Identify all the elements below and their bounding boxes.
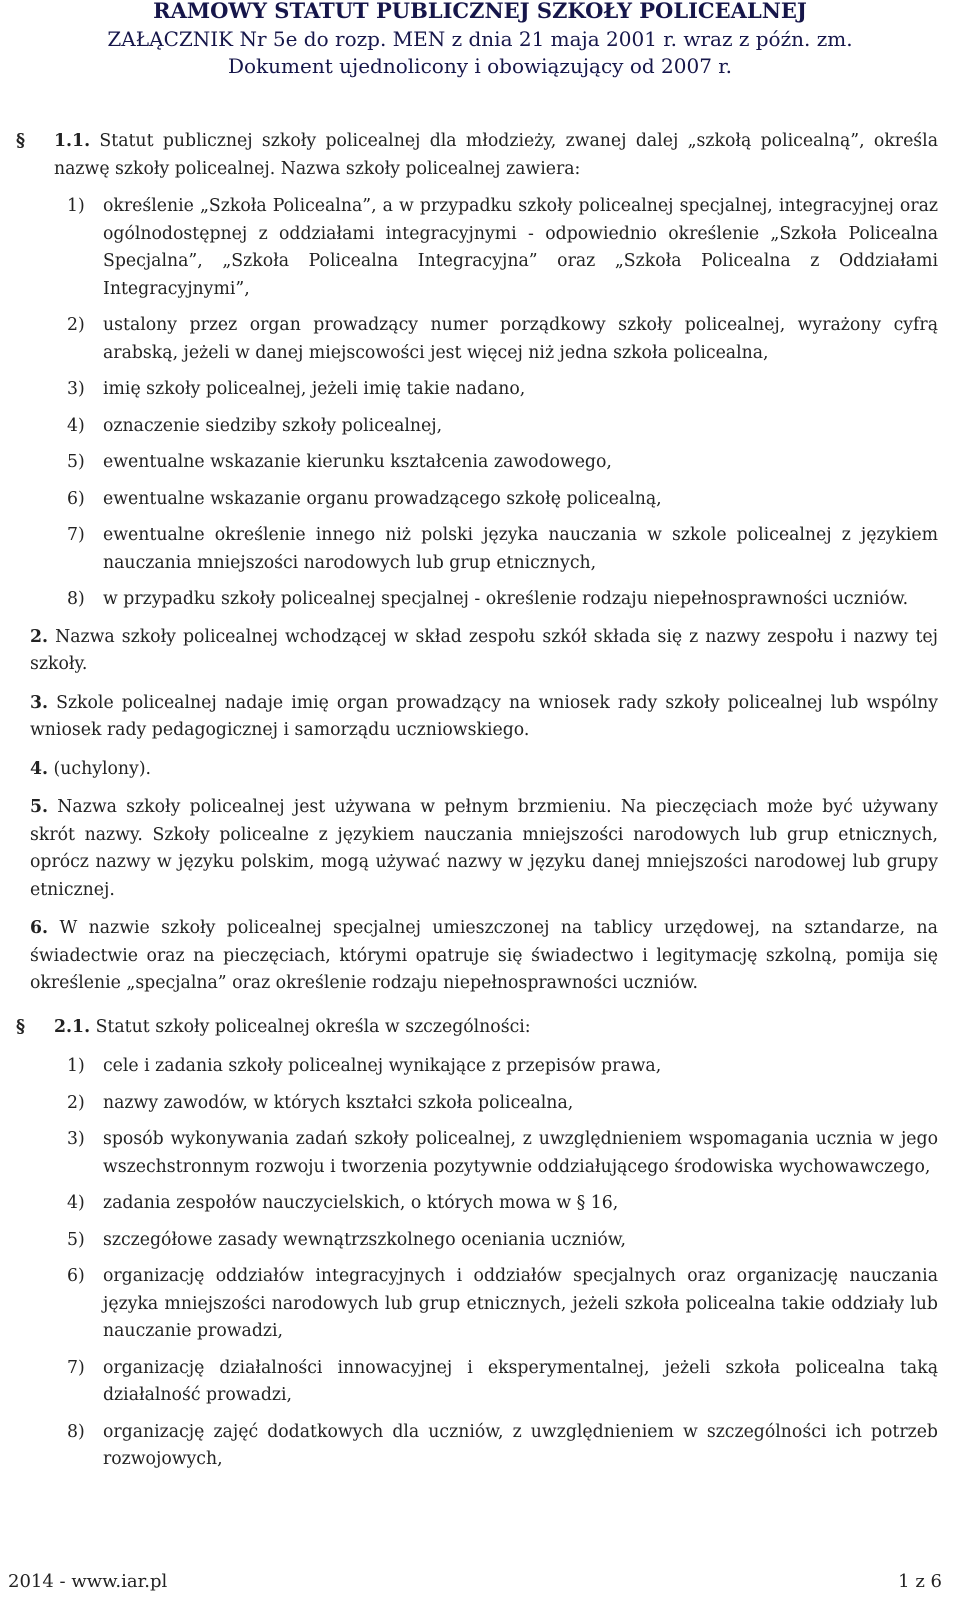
paragraph-text: Szkole policealnej nadaje imię organ prowadzący na wniosek rady szkoły policealnej lub wspólny wniosek rady pedagogicznej i samorządu uczniowskiego.: [30, 692, 938, 740]
paragraph-4: [30, 756, 938, 784]
paragraph-2-1: [16, 1014, 938, 1042]
list-item: 7) ewentualne określenie innego niż polski języka nauczania w szkole policealnej z językiem nauczania mniejszości narodowych lub grup etnicznych,: [67, 525, 938, 573]
document-title: RAMOWY STATUT PUBLICZNEJ SZKOŁY POLICEALNEJ: [153, 0, 807, 23]
document-attachment-line: ZAŁĄCZNIK Nr 5e do rozp. MEN z dnia 21 maja 2001 r. wraz z późn. zm.: [107, 27, 853, 51]
list-item: 3) imię szkoły policealnej, jeżeli imię takie nadano,: [67, 379, 526, 399]
document-body: [16, 128, 938, 1474]
paragraph-number: 5.: [30, 797, 49, 817]
list-item: 1) cele i zadania szkoły policealnej wynikające z przepisów prawa,: [67, 1056, 662, 1076]
list-item: 5) szczegółowe zasady wewnątrzszkolnego oceniania uczniów,: [67, 1229, 627, 1250]
paragraph-6: [30, 915, 938, 998]
paragraph-text: Nazwa szkoły policealnej wchodzącej w skład zespołu szkół składa się z nazwy zespołu i nazwy tej szkoły.: [30, 626, 938, 674]
paragraph-number: 6.: [30, 918, 49, 938]
paragraph-number: 2.: [30, 626, 49, 647]
paragraph-number: 4.: [30, 758, 49, 779]
section-mark: §: [16, 1016, 26, 1037]
s2-list: [30, 1053, 938, 1474]
s1-list: [30, 193, 938, 614]
section-mark: §: [16, 131, 26, 151]
paragraph-5: [30, 794, 938, 904]
paragraph-number: 1.1.: [54, 131, 91, 151]
list-item: 8) organizację zajęć dodatkowych dla uczniów, z uwzględnieniem w szczególności ich potrzeb rozwojowych,: [67, 1421, 938, 1469]
list-item: 4) oznaczenie siedziby szkoły policealnej,: [67, 415, 443, 436]
paragraph-number: 3.: [30, 692, 49, 713]
page-number: 1 z 6: [898, 1571, 942, 1592]
list-item: 8) w przypadku szkoły policealnej specjalnej - określenie rodzaju niepełnosprawności uczniów.: [67, 589, 909, 609]
paragraph-text: Nazwa szkoły policealnej jest używana w pełnym brzmieniu. Na pieczęciach może być używany skrót nazwy. Szkoły policealne z językiem nauczania mniejszości narodowych lub grup etnicznych, oprócz nazwy w języku polskim, mogą używać nazwy w języku danej mniejszości narodowej lub grupy etnicznej.: [30, 797, 938, 900]
list-item: 2) nazwy zawodów, w których kształci szkoła policealna,: [67, 1092, 574, 1113]
paragraph-number: 2.1.: [54, 1016, 91, 1037]
paragraph-text: Statut publicznej szkoły policealnej dla młodzieży, zwanej dalej „szkołą policealną”, określa nazwę szkoły policealnej. Nazwa szkoły policealnej zawiera:: [54, 131, 938, 179]
list-item: 2) ustalony przez organ prowadzący numer porządkowy szkoły policealnej, wyrażony cyfrą arabską, jeżeli w danej miejscowości jest więcej niż jedna szkoła policealna,: [67, 315, 938, 363]
paragraph-2: [30, 624, 938, 679]
paragraph-text: (uchylony).: [53, 758, 152, 779]
list-item: 7) organizację działalności innowacyjnej i eksperymentalnej, jeżeli szkoła policealna taką działalność prowadzi,: [67, 1357, 938, 1405]
paragraph-text: W nazwie szkoły policealnej specjalnej umieszczonej na tablicy urzędowej, na sztandarze, na świadectwie oraz na pieczęciach, którymi opatruje się świadectwo i legitymację szkolną, pomija się określenie „specjalna” oraz określenie rodzaju niepełnosprawności uczniów.: [30, 918, 938, 993]
list-item: 3) sposób wykonywania zadań szkoły policealnej, z uwzględnieniem wspomagania ucznia w jego wszechstronnym rozwoju i tworzenia pozytywnie oddziałującego środowiska wychowawczego,: [67, 1129, 938, 1177]
paragraph-text: Statut szkoły policealnej określa w szczególności:: [95, 1016, 531, 1037]
footer-source: 2014 - www.iar.pl: [8, 1571, 168, 1592]
list-item: 6) ewentualne wskazanie organu prowadzącego szkołę policealną,: [67, 488, 662, 509]
list-item: 5) ewentualne wskazanie kierunku kształcenia zawodowego,: [67, 452, 612, 472]
paragraph-1-1: [16, 128, 938, 183]
paragraph-3: [30, 690, 938, 745]
list-item: 4) zadania zespołów nauczycielskich, o których mowa w § 16,: [67, 1193, 619, 1213]
document-version-line: Dokument ujednolicony i obowiązujący od 2007 r.: [227, 54, 733, 78]
list-item: 1) określenie „Szkoła Policealna”, a w przypadku szkoły policealnej specjalnej, integracyjnej oraz ogólnodostępnej z oddziałami integracyjnymi - odpowiednio określenie „Szkoła Policealna Specjalna”, „Szkoła Policealna Integracyjna” oraz „Szkoła Policealna z Oddziałami Integracyjnymi”,: [67, 196, 938, 299]
list-item: 6) organizację oddziałów integracyjnych i oddziałów specjalnych oraz organizację nauczania języka mniejszości narodowych lub grup etnicznych, jeżeli szkoła policealna takie oddziały lub nauczanie prowadzi,: [67, 1266, 938, 1341]
